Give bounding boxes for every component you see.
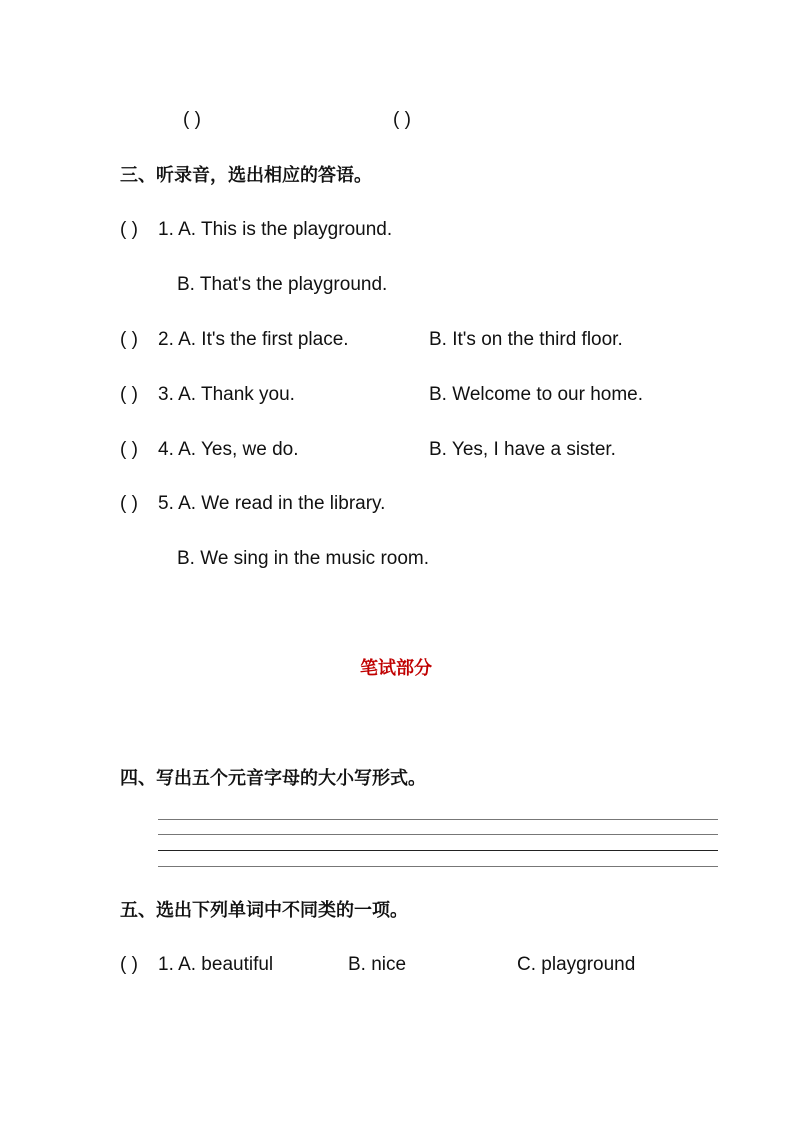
section-5-heading: 五、选出下列单词中不同类的一项。	[120, 900, 408, 920]
answer-bracket: ( )	[120, 219, 138, 240]
section-5-q1-option-b: B. nice	[348, 954, 407, 975]
answer-bracket: ( )	[120, 439, 138, 460]
answer-bracket: ( )	[120, 493, 138, 514]
question-4-option-b: B. Yes, I have a sister.	[429, 439, 616, 460]
question-1-option-b: B. That's the playground.	[177, 274, 388, 295]
question-4-option-a: 4. A. Yes, we do.	[158, 439, 299, 460]
question-3-option-b: B. Welcome to our home.	[429, 384, 644, 405]
section-5-q1-option-a: 1. A. beautiful	[158, 954, 274, 975]
writing-line	[158, 850, 718, 851]
question-3-option-a: 3. A. Thank you.	[158, 384, 295, 405]
writing-line	[158, 819, 718, 820]
answer-bracket: ( )	[120, 954, 138, 975]
answer-bracket: ( )	[183, 109, 201, 130]
answer-bracket: ( )	[120, 384, 138, 405]
question-2-option-a: 2. A. It's the first place.	[158, 329, 349, 350]
answer-bracket: ( )	[120, 329, 138, 350]
answer-bracket: ( )	[393, 109, 411, 130]
written-part-title: 笔试部分	[360, 658, 432, 678]
question-1-option-a: 1. A. This is the playground.	[158, 219, 393, 240]
section-4-heading: 四、写出五个元音字母的大小写形式。	[120, 768, 426, 788]
question-5-option-b: B. We sing in the music room.	[177, 548, 430, 569]
question-2-option-b: B. It's on the third floor.	[429, 329, 623, 350]
section-5-q1-option-c: C. playground	[517, 954, 636, 975]
writing-line	[158, 866, 718, 867]
section-3-heading: 三、听录音，选出相应的答语。	[120, 165, 372, 185]
question-5-option-a: 5. A. We read in the library.	[158, 493, 386, 514]
writing-line	[158, 834, 718, 835]
